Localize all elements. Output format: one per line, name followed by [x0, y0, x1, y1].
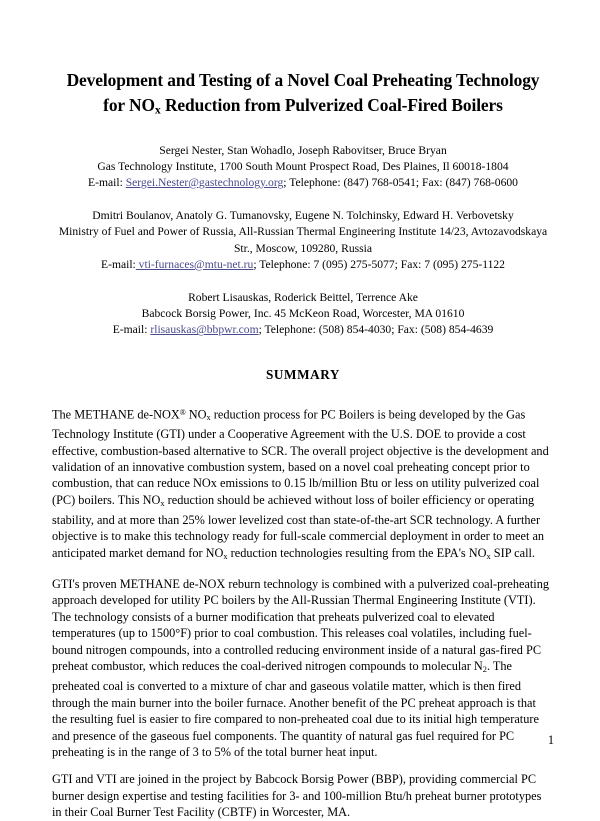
para2-seg-b: . The preheated coal is converted to a mixture of char and gaseous volatile matter, which is then fired through the main burner into the boiler furnace. Another benefit of the PC preheat approach is that the resulting fuel is easier to fire compared to non-preheated coal due to its initial high temperature and presence of the gaseous fuel components. The quantity of natural gas fuel required for PC preheating is in the range of 3 to 5% of the total burner heat input. — [52, 659, 539, 759]
email-label: E-mail: — [101, 257, 136, 271]
para2-seg-a: GTI's proven METHANE de-NOX reburn technology is combined with a pulverized coal-preheating approach developed for utility PC boilers by the All-Russian Thermal Engineering Institute (VTI). The technology consists of a burner modification that preheats pulverized coal to elevated temperatures (up to 1500°F) prior to coal combustion. This releases coal volatiles, including fuel-bound nitrogen compounds, into a controlled reducing environment inside of a natural gas-fired PC preheat combustor, which reduces the coal-derived nitrogen compounds to molecular N — [52, 577, 550, 674]
section-heading-summary: SUMMARY — [265, 366, 341, 382]
email-label: E-mail: — [112, 323, 151, 337]
para1-seg-d: reduction should be achieved without loss of boiler efficiency or operating stability, and at more than 25% lower levelized cost than state-of-the-art SCR technology. A further objective is to make this technology ready for full-scale commercial deployment in order to meet an anticipated market demand for NO — [52, 492, 545, 560]
nox-subscript: x — [486, 551, 491, 561]
title-nox-prefix: for NO — [103, 95, 155, 115]
title-nox-subscript: x — [154, 102, 161, 117]
registered-trademark-symbol: ® — [179, 407, 186, 417]
paragraph-1 — [52, 405, 554, 565]
title-line-2 — [56, 93, 550, 123]
para1-seg-f: SIP call. — [490, 545, 536, 560]
para1-seg-b: NO — [185, 406, 207, 421]
page-number: 1 — [547, 732, 554, 747]
affiliation-authors: Dmitri Boulanov, Anatoly G. Tumanovsky, Eugene N. Tolchinsky, Edward H. Verbovetsky — [92, 209, 514, 223]
para1-seg-a: The METHANE de-NOX — [52, 406, 180, 421]
phone-fax-text: ; Telephone: 7 (095) 275-5077; Fax: 7 (095) 275-1122 — [253, 257, 505, 271]
affiliation-contact — [52, 257, 554, 273]
affiliation-authors: Robert Lisauskas, Roderick Beittel, Terrence Ake — [188, 291, 418, 305]
affiliation-address: Ministry of Fuel and Power of Russia, All-Russian Thermal Engineering Institute 14/23, Avtozavodskaya Str., Moscow, 109280, Russia — [58, 225, 548, 255]
affiliation-block-gti — [52, 143, 554, 192]
summary-body — [52, 405, 554, 821]
paragraph-3: GTI and VTI are joined in the project by Babcock Borsig Power (BBP), providing commercial PC burner design expertise and testing facilities for 3- and 100-million Btu/h preheat burner prototypes in their Coal Burner Test Facility (CBTF) in Worcester, MA. — [52, 772, 542, 820]
n2-subscript: 2 — [482, 664, 487, 674]
email-link-gti[interactable]: Sergei.Nester@gastechnology.org — [125, 176, 284, 189]
nox-subscript: x — [206, 412, 211, 422]
nox-subscript: x — [223, 551, 228, 561]
title-nox-suffix: Reduction from Pulverized Coal-Fired Boilers — [160, 95, 503, 115]
phone-fax-text: ; Telephone: (847) 768-0541; Fax: (847) 768-0600 — [283, 176, 518, 189]
email-link-bbp[interactable]: rlisauskas@bbpwr.com — [150, 323, 259, 337]
title-line-1: Development and Testing of a Novel Coal Preheating Technology — [66, 70, 540, 90]
nox-subscript: x — [160, 498, 165, 508]
email-label: E-mail: — [88, 176, 126, 189]
page-title — [52, 68, 554, 123]
affiliation-authors: Sergei Nester, Stan Wohadlo, Joseph Rabovitser, Bruce Bryan — [159, 143, 447, 157]
email-link-vti[interactable]: vti-furnaces@mtu-net.ru — [135, 257, 254, 271]
affiliation-address: Gas Technology Institute, 1700 South Mount Prospect Road, Des Plaines, Il 60018-1804 — [97, 159, 509, 173]
author-affiliation-list — [52, 143, 554, 339]
affiliation-address: Babcock Borsig Power, Inc. 45 McKeon Road, Worcester, MA 01610 — [141, 307, 465, 321]
affiliation-block-bbp — [52, 290, 554, 339]
affiliation-block-vti — [52, 208, 554, 273]
phone-fax-text: ; Telephone: (508) 854-4030; Fax: (508) 854-4639 — [258, 323, 494, 337]
affiliation-contact — [52, 322, 554, 338]
affiliation-contact — [52, 175, 554, 191]
para1-seg-e: reduction technologies resulting from the EPA's NO — [227, 545, 487, 560]
paragraph-2 — [52, 576, 554, 760]
para1-seg-c: reduction process for PC Boilers is being developed by the Gas Technology Institute (GTI) under a Cooperative Agreement with the U.S. DOE to provide a cost effective, combustion-based alternative to SCR. The overall project objective is the development and validation of an innovative combustion system, based on a novel coal preheating concept prior to combustion, that can reduce NOx emissions to 0.15 lb/million Btu or less on utility pulverized coal (PC) boilers. This NO — [52, 406, 549, 507]
